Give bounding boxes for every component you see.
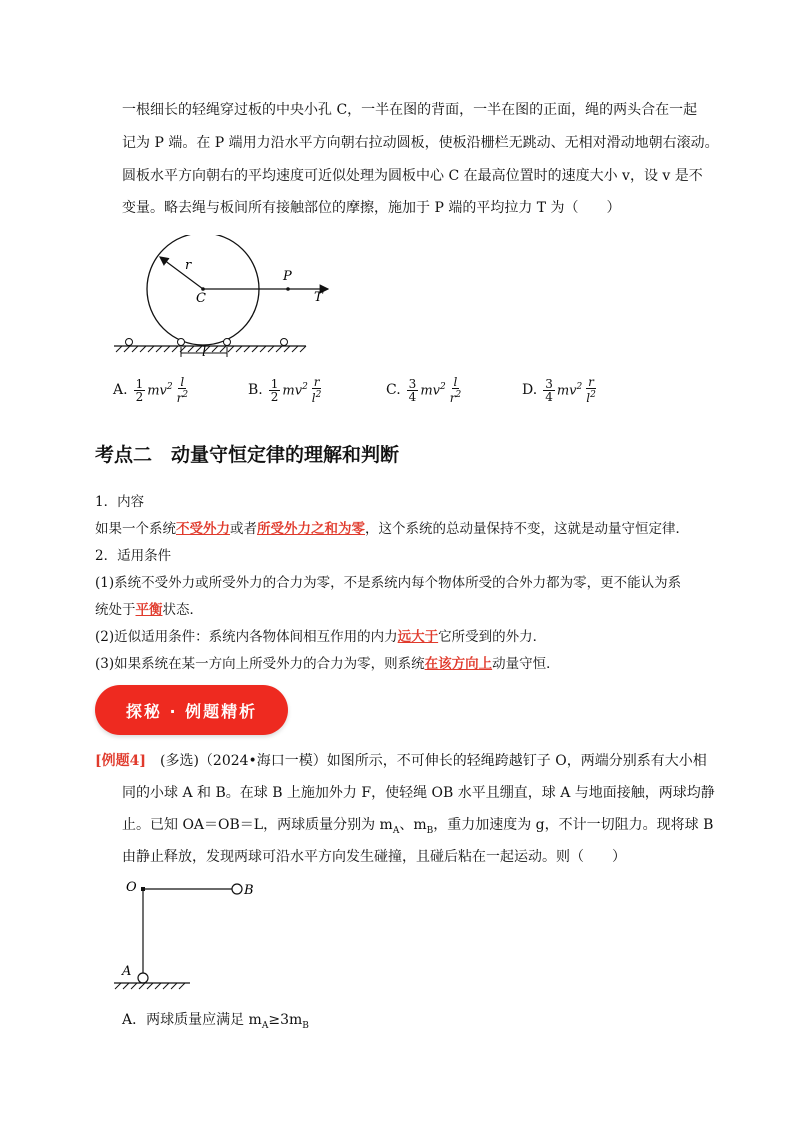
nail-o <box>141 887 145 891</box>
highlight-equilibrium: 平衡 <box>135 602 163 618</box>
option-d[interactable]: D. $\frac{3}{4}$ $mv^2$ $\frac{r}{l^2}$ <box>522 375 596 405</box>
problem1-line-1: 一根细长的轻绳穿过板的中央小孔 C，一半在图的背面，一半在图的正面，绳的两头合在一起 <box>122 102 698 118</box>
label-t: T <box>314 290 323 305</box>
problem1-line-4: 变量。略去绳与板间所有接触部位的摩擦，施加于 P 端的平均拉力 T 为（ ） <box>122 200 621 216</box>
example4-line-1: [例题4] (多选)（2024•海口一模）如图所示，不可伸长的轻绳跨越钉子 O，两端分别系有大小相 <box>95 753 707 769</box>
option-b[interactable]: B. $\frac{1}{2}$ $mv^2$ $\frac{r}{l^2}$ <box>248 375 322 405</box>
fence-peg <box>178 339 185 346</box>
label-a: A <box>122 964 132 979</box>
example4-label: [例题4] <box>95 753 146 769</box>
option-a[interactable]: A. $\frac{1}{2}$ $mv^2$ $\frac{l}{r^2}$ <box>113 375 189 405</box>
example4-line-4: 由静止释放，发现两球可沿水平方向发生碰撞，且碰后粘在一起运动。则（ ） <box>122 849 626 865</box>
fence-peg <box>126 339 133 346</box>
highlight-far-greater: 远大于 <box>397 629 439 645</box>
item1-content: 如果一个系统不受外力或者所受外力之和为零，这个系统的总动量保持不变，这就是动量守恒定律． <box>95 521 689 537</box>
section-title: 考点二 动量守恒定律的理解和判断 <box>95 444 400 466</box>
example4-option-a[interactable]: A．两球质量应满足 $m_A\ge 3m_B$ <box>122 1012 309 1031</box>
highlight-in-that-direction: 在该方向上 <box>424 656 493 672</box>
radius-arrow <box>160 257 203 289</box>
problem1-line-3: 圆板水平方向朝右的平均速度可近似处理为圆板中心 C 在最高位置时的速度大小 v，设 v 是不 <box>122 168 703 184</box>
highlight-no-external-force: 不受外力 <box>176 521 230 537</box>
label-o: O <box>126 880 137 895</box>
example4-line-2: 同的小球 A 和 B。在球 B 上施加外力 F，使轻绳 OB 水平且绷直，球 A 与地面接触，两球均静 <box>122 785 715 801</box>
label-r: r <box>185 258 192 273</box>
label-c: C <box>196 291 206 306</box>
condition-3: (3)如果系统在某一方向上所受外力的合力为零，则系统在该方向上动量守恒． <box>95 656 560 672</box>
condition-1-line-2: 统处于平衡状态． <box>95 602 203 618</box>
example4-line-3: 止。已知 OA＝OB＝L，两球质量分别为 $m_A$、$m_B$，重力加速度为 g，不计一切阻力。现将球 B <box>122 817 714 836</box>
ball-a <box>138 973 148 983</box>
label-b: B <box>244 883 254 898</box>
ball-b <box>232 884 242 894</box>
problem1-line-2: 记为 P 端。在 P 端用力沿水平方向朝右拉动圆板，使板沿栅栏无跳动、无相对滑动地朝右滚动。 <box>122 135 719 151</box>
option-c[interactable]: C. $\frac{3}{4}$ $mv^2$ $\frac{l}{r^2}$ <box>386 375 462 405</box>
condition-2: (2)近似适用条件：系统内各物体间相互作用的内力远大于它所受到的外力． <box>95 629 547 645</box>
fence-peg <box>224 339 231 346</box>
highlight-net-force-zero: 所受外力之和为零 <box>257 521 365 537</box>
p-dot <box>286 287 290 291</box>
rolling-disk-figure <box>110 235 350 360</box>
fence-peg <box>281 339 288 346</box>
item2-title: 2．适用条件 <box>95 548 172 564</box>
label-l: l <box>202 345 207 360</box>
label-p: P <box>283 269 292 284</box>
item1-title: 1．内容 <box>95 494 145 510</box>
condition-1-line-1: (1)系统不受外力或所受外力的合力为零，不是系统内每个物体所受的合外力都为零，更不能认为系 <box>95 575 682 591</box>
example-banner: 探秘 · 例题精析 <box>95 685 288 735</box>
pendulum-figure <box>110 875 270 1000</box>
